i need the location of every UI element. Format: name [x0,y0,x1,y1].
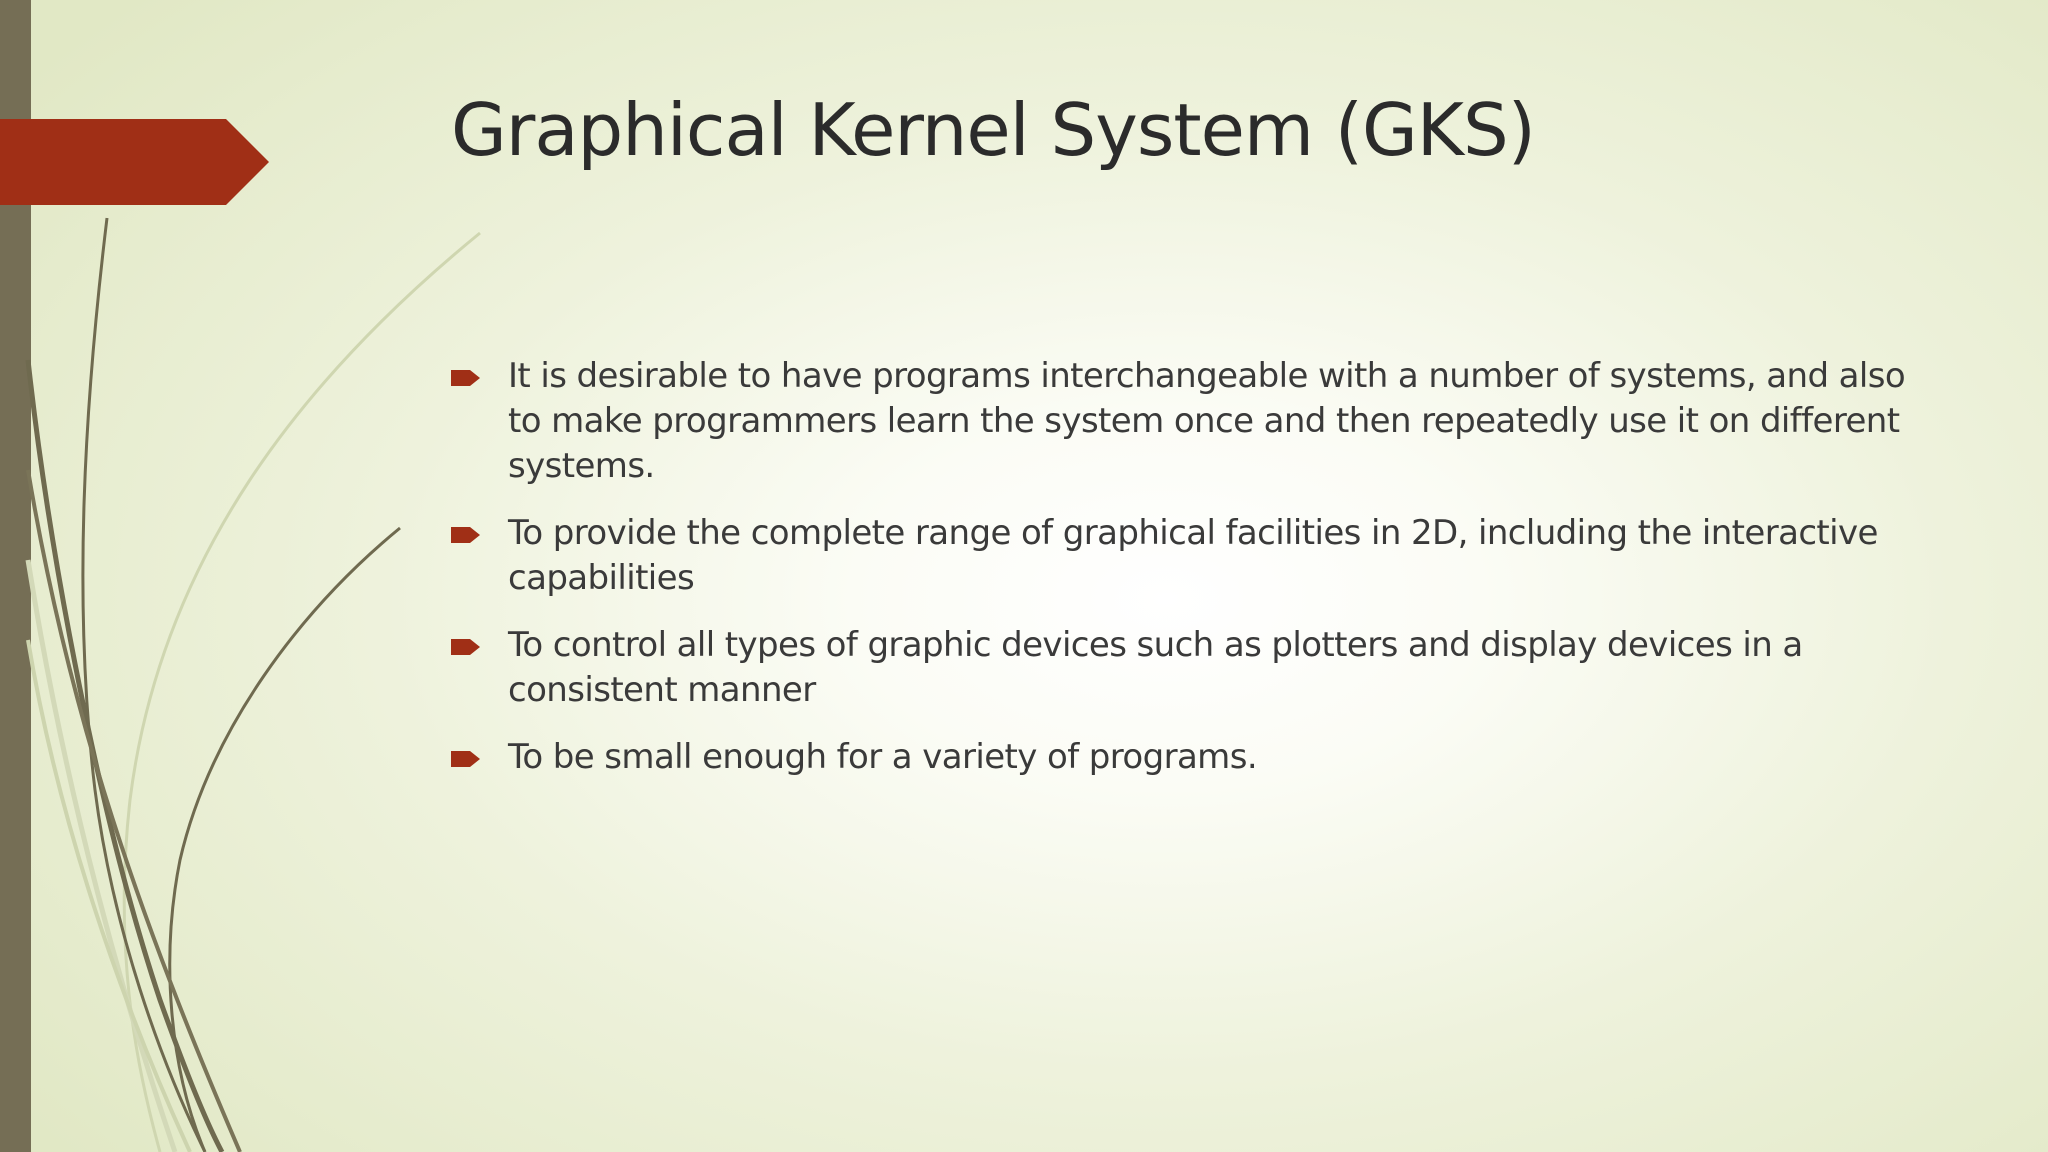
bullet-text: To be small enough for a variety of programs. [508,737,1258,777]
arrow-bullet-icon [451,638,481,656]
slide-title: Graphical Kernel System (GKS) [451,88,1535,172]
bullet-text: It is desirable to have programs interchangeable with a number of systems, and also to make programmers learn the system once and then repeatedly use it on different systems. [508,356,1906,486]
bullet-text: To control all types of graphic devices such as plotters and display devices in a consistent manner [508,625,1803,710]
arrow-bullet-icon [451,526,481,544]
bullet-item [451,354,1931,489]
bullet-item [451,511,1931,601]
bullet-item [451,623,1931,713]
bullet-item [451,735,1931,780]
bullet-list [451,354,1931,802]
arrow-bullet-icon [451,369,481,387]
arrow-bullet-icon [451,750,481,768]
arrow-tab-icon [0,119,269,205]
bullet-text: To provide the complete range of graphical facilities in 2D, including the interactive capabilities [508,513,1878,598]
